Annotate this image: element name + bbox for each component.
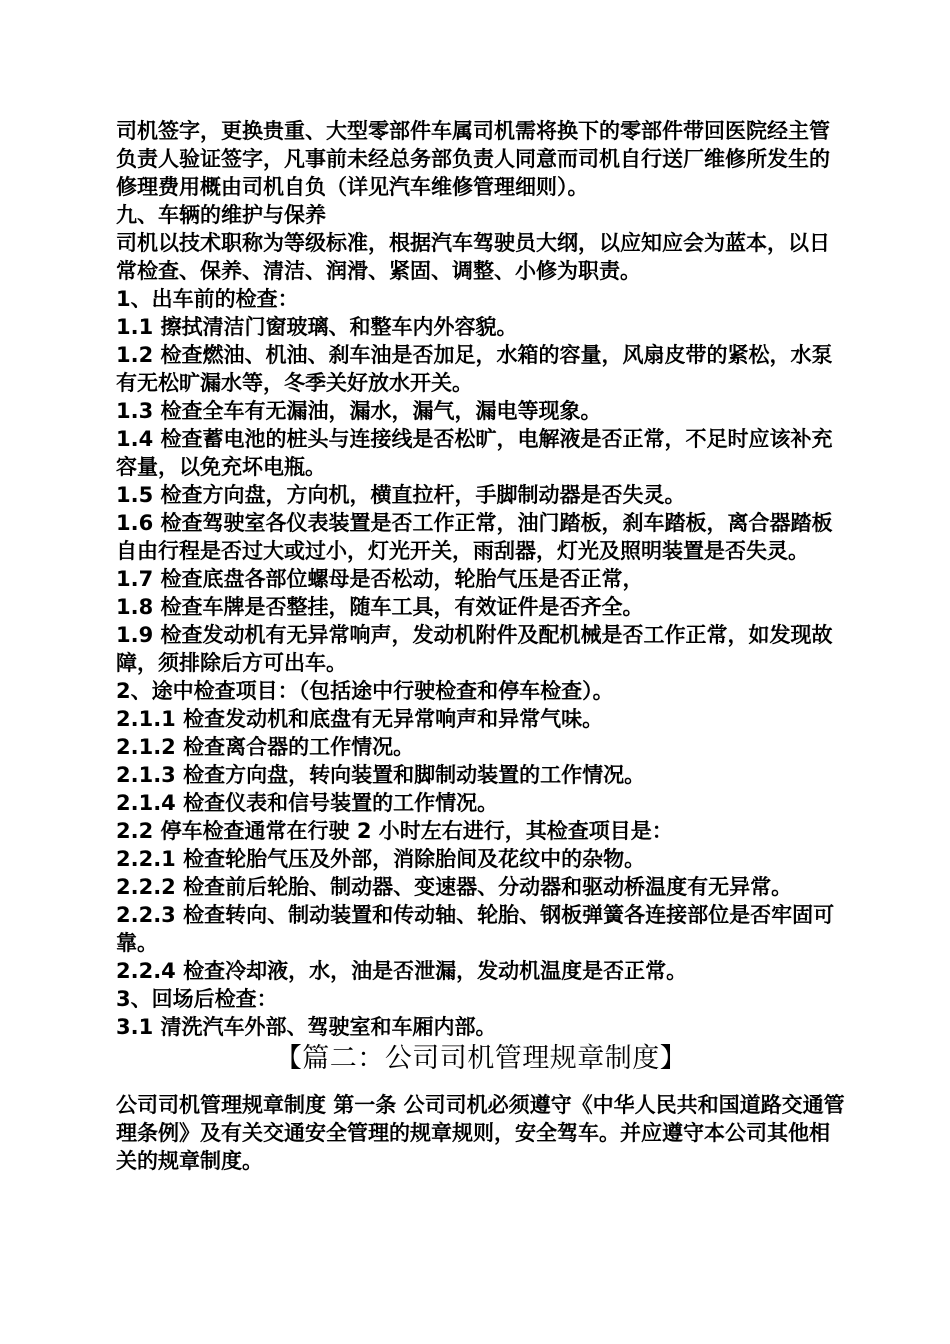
item-1-3: 1.3 检查全车有无漏油，漏水，漏气，漏电等现象。 [116,399,602,423]
item-2-2-3: 2.2.3 检查转向、制动装置和传动轴、轮胎、钢板弹簧各连接部位是否牢固可靠。 [116,903,835,955]
item-1-1: 1.1 擦拭清洁门窗玻璃、和整车内外容貌。 [116,315,518,339]
item-2-1-1: 2.1.1 检查发动机和底盘有无异常响声和异常气味。 [116,707,604,731]
item-1-2: 1.2 检查燃油、机油、刹车油是否加足，水箱的容量，风扇皮带的紧松，水泵有无松旷漏水等，冬季关好放水开关。 [116,343,833,395]
section-title: 【篇二：公司司机管理规章制度】 [274,1043,688,1074]
document-page [116,117,846,1175]
item-1-7: 1.7 检查底盘各部位螺母是否松动，轮胎气压是否正常， [116,567,644,591]
item-2-2-4: 2.2.4 检查冷却液，水，油是否泄漏，发动机温度是否正常。 [116,959,688,983]
heading-post-return-check: 3、回场后检查： [116,987,278,1011]
heading-maintenance: 九、车辆的维护与保养 [116,203,326,227]
item-2-1-3: 2.1.3 检查方向盘，转向装置和脚制动装置的工作情况。 [116,763,646,787]
item-2-2: 2.2 停车检查通常在行驶 2 小时左右进行，其检查项目是： [116,819,673,843]
heading-en-route-check: 2、途中检查项目：（包括途中行驶检查和停车检查）。 [116,679,614,703]
item-2-2-2: 2.2.2 检查前后轮胎、制动器、变速器、分动器和驱动桥温度有无异常。 [116,875,793,899]
paragraph-article-one: 公司司机管理规章制度 第一条 公司司机必须遵守《中华人民共和国道路交通管理条例》及有关交通安全管理的规章规则，安全驾车。并应遵守本公司其他相关的规章制度。 [116,1093,845,1173]
item-1-8: 1.8 检查车牌是否整挂，随车工具，有效证件是否齐全。 [116,595,644,619]
item-1-6: 1.6 检查驾驶室各仪表装置是否工作正常，油门踏板，刹车踏板，离合器踏板自由行程是否过大或过小，灯光开关，雨刮器，灯光及照明装置是否失灵。 [116,511,833,563]
item-2-2-1: 2.2.1 检查轮胎气压及外部，消除胎间及花纹中的杂物。 [116,847,646,871]
item-2-1-2: 2.1.2 检查离合器的工作情况。 [116,735,415,759]
item-1-9: 1.9 检查发动机有无异常响声，发动机附件及配机械是否工作正常，如发现故障，须排除后方可出车。 [116,623,833,675]
paragraph-repair-signature: 司机签字，更换贵重、大型零部件车属司机需将换下的零部件带回医院经主管负责人验证签字，凡事前未经总务部负责人同意而司机自行送厂维修所发生的修理费用概由司机自负（详见汽车维修管理细则）。 [116,119,830,199]
paragraph-maintenance-intro: 司机以技术职称为等级标准，根据汽车驾驶员大纲，以应知应会为蓝本，以日常检查、保养、清洁、润滑、紧固、调整、小修为职责。 [116,231,830,283]
heading-pre-departure-check: 1、出车前的检查： [116,287,299,311]
item-1-4: 1.4 检查蓄电池的桩头与连接线是否松旷，电解液是否正常，不足时应该补充容量，以免充坏电瓶。 [116,427,833,479]
item-1-5: 1.5 检查方向盘，方向机，横直拉杆，手脚制动器是否失灵。 [116,483,686,507]
item-3-1: 3.1 清洗汽车外部、驾驶室和车厢内部。 [116,1015,497,1039]
item-2-1-4: 2.1.4 检查仪表和信号装置的工作情况。 [116,791,499,815]
